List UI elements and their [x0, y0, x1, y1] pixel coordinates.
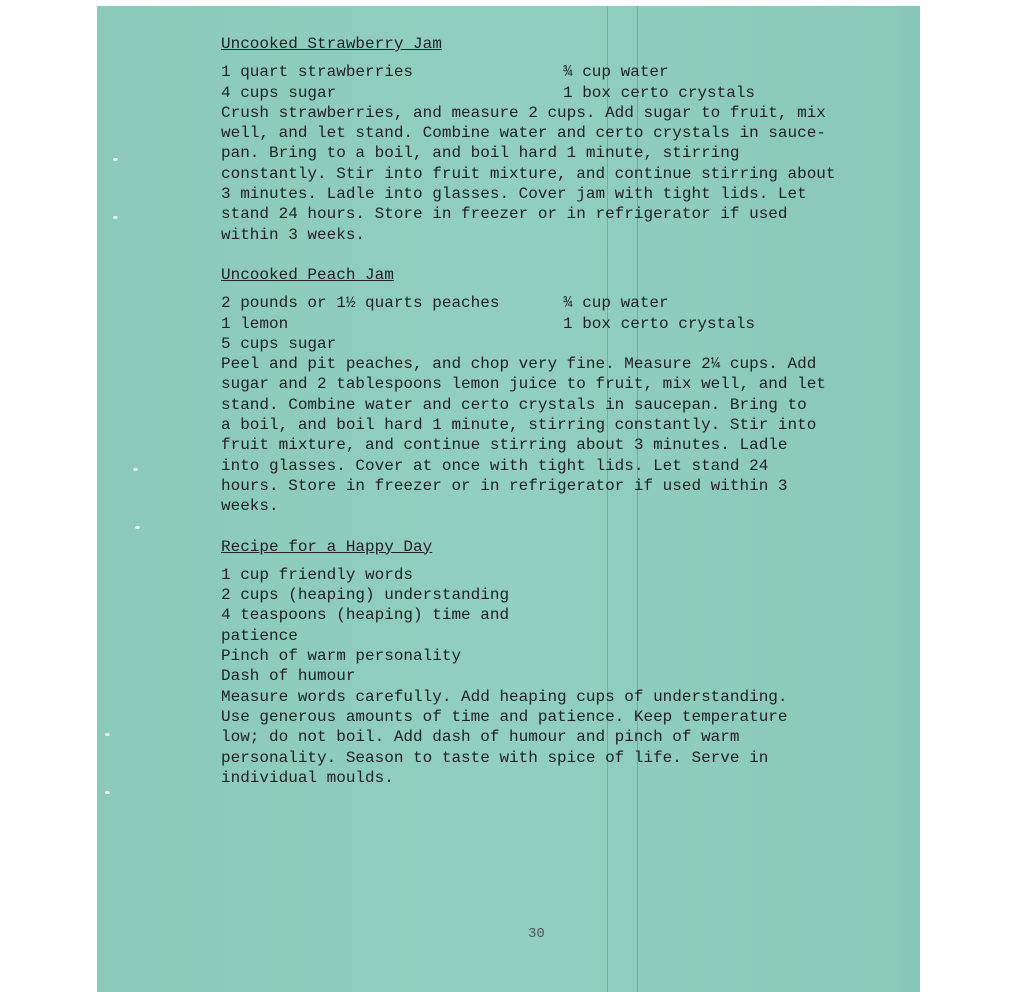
recipe-content: [221, 34, 881, 808]
ingredient-row: [221, 314, 881, 334]
instruction-line: pan. Bring to a boil, and boil hard 1 minute, stirring: [221, 144, 740, 163]
ingredient-row: [221, 605, 881, 646]
ingredient: 4 cups sugar: [221, 83, 337, 102]
ingredient: 2 cups (heaping) understanding: [221, 586, 510, 605]
binder-hole: [105, 733, 110, 736]
instruction-line: weeks.: [221, 497, 279, 516]
binder-hole: [113, 158, 118, 161]
instruction-line: Measure words carefully. Add heaping cups of understanding.: [221, 687, 788, 706]
ingredient: 1 quart strawberries: [221, 63, 414, 82]
ingredient: 2 pounds or 1½ quarts peaches: [221, 294, 500, 313]
recipe-title: Uncooked Peach Jam: [221, 265, 394, 284]
ingredient: ¾ cup water: [563, 294, 669, 313]
instruction-line: individual moulds.: [221, 768, 394, 787]
recipe-section: [221, 34, 881, 245]
binder-hole: [135, 526, 140, 529]
recipe-section: [221, 537, 881, 789]
instruction-line: low; do not boil. Add dash of humour and pinch of warm: [221, 728, 740, 747]
binder-hole: [113, 216, 118, 219]
instruction-line: stand 24 hours. Store in freezer or in refrigerator if used: [221, 205, 788, 224]
recipe-section: [221, 265, 881, 517]
binder-hole: [105, 791, 110, 794]
instruction-line: well, and let stand. Combine water and certo crystals in sauce-: [221, 124, 826, 143]
instruction-line: a boil, and boil hard 1 minute, stirring constantly. Stir into: [221, 416, 817, 435]
instruction-line: Crush strawberries, and measure 2 cups. Add sugar to fruit, mix: [221, 103, 826, 122]
instruction-line: Peel and pit peaches, and chop very fine. Measure 2¼ cups. Add: [221, 355, 817, 374]
ingredient-row: [221, 334, 881, 354]
ingredient: 4 teaspoons (heaping) time and patience: [221, 606, 510, 645]
recipe-title: Recipe for a Happy Day: [221, 537, 433, 556]
page-number: 30: [528, 926, 545, 942]
ingredient: ¾ cup water: [563, 63, 669, 82]
ingredient-row: [221, 666, 881, 686]
instruction-line: 3 minutes. Ladle into glasses. Cover jam with tight lids. Let: [221, 185, 807, 204]
instruction-line: into glasses. Cover at once with tight lids. Let stand 24: [221, 456, 769, 475]
ingredient: 1 box certo crystals: [563, 83, 756, 102]
instruction-line: sugar and 2 tablespoons lemon juice to fruit, mix well, and let: [221, 375, 826, 394]
instruction-line: within 3 weeks.: [221, 225, 366, 244]
ingredient-row: [221, 646, 881, 666]
ingredient-row: [221, 83, 881, 103]
ingredient-row: [221, 62, 881, 82]
ingredient: 1 cup friendly words: [221, 565, 414, 584]
instruction-line: hours. Store in freezer or in refrigerator if used within 3: [221, 476, 788, 495]
ingredient: Pinch of warm personality: [221, 647, 462, 666]
instruction-line: personality. Season to taste with spice of life. Serve in: [221, 748, 769, 767]
recipe-title: Uncooked Strawberry Jam: [221, 35, 442, 53]
ingredient: 1 lemon: [221, 314, 289, 333]
instruction-line: fruit mixture, and continue stirring about 3 minutes. Ladle: [221, 436, 788, 455]
ingredient-row: [221, 565, 881, 585]
ingredient-row: [221, 585, 881, 605]
binder-hole: [133, 468, 138, 471]
ingredient: 5 cups sugar: [221, 334, 337, 353]
ingredient-row: [221, 293, 881, 313]
instruction-line: stand. Combine water and certo crystals in saucepan. Bring to: [221, 395, 807, 414]
ingredient: 1 box certo crystals: [563, 314, 756, 333]
instruction-line: constantly. Stir into fruit mixture, and continue stirring about: [221, 164, 836, 183]
instruction-line: Use generous amounts of time and patience. Keep temperature: [221, 707, 788, 726]
ingredient: Dash of humour: [221, 667, 356, 686]
